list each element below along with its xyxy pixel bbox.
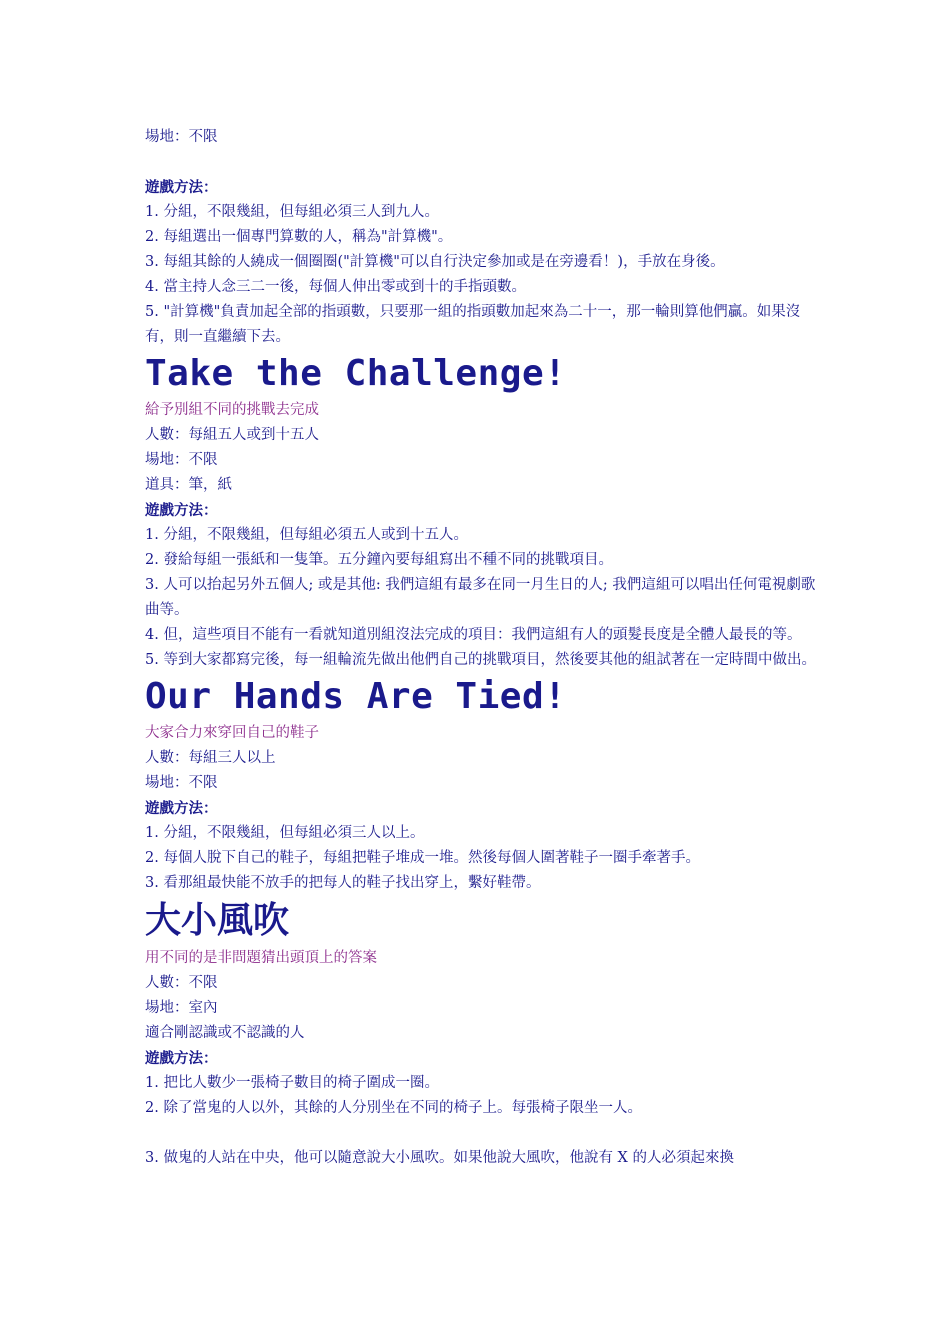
hands-step-2: 2. 每個人脫下自己的鞋子，每組把鞋子堆成一堆。然後每個人圍著鞋子一圈手牽著手。 bbox=[145, 850, 700, 866]
spacer bbox=[145, 1121, 825, 1146]
wind-step-2: 2. 除了當鬼的人以外，其餘的人分別坐在不同的椅子上。每張椅子限坐一人。 bbox=[145, 1100, 642, 1116]
challenge-title: Take the Challenge! bbox=[145, 353, 567, 394]
intro-step-3: 3. 每組其餘的人繞成一個圈圈("計算機"可以自行決定參加或是在旁邊看！)，手放在身後。 bbox=[145, 254, 725, 270]
hands-title: Our Hands Are Tied! bbox=[145, 676, 567, 717]
challenge-subtitle: 給予別組不同的挑戰去完成 bbox=[145, 402, 319, 418]
wind-venue: 場地：室內 bbox=[145, 1000, 218, 1016]
challenge-step-2: 2. 發給每組一張紙和一隻筆。五分鐘內要每組寫出不種不同的挑戰項目。 bbox=[145, 552, 613, 568]
wind-method-label: 遊戲方法： bbox=[145, 1050, 218, 1067]
wind-step-3: 3. 做鬼的人站在中央，他可以隨意說大小風吹。如果他說大風吹，他說有 X 的人必須起來換 bbox=[145, 1150, 734, 1166]
hands-people: 人數：每組三人以上 bbox=[145, 750, 276, 766]
intro-step-4: 4. 當主持人念三二一後，每個人伸出零或到十的手指頭數。 bbox=[145, 279, 526, 295]
wind-title: 大小風吹 bbox=[145, 900, 290, 941]
intro-step-5: 5. "計算機"負責加起全部的指頭數，只要那一組的指頭數加起來為二十一，那一輪則算他們贏。如果沒有，則一直繼續下去。 bbox=[145, 304, 801, 345]
spacer bbox=[145, 150, 825, 175]
wind-step-1: 1. 把比人數少一張椅子數目的椅子圍成一圈。 bbox=[145, 1075, 439, 1091]
challenge-venue: 場地：不限 bbox=[145, 452, 218, 468]
challenge-people: 人數：每組五人或到十五人 bbox=[145, 427, 319, 443]
wind-note: 適合剛認識或不認識的人 bbox=[145, 1025, 305, 1041]
challenge-props: 道具：筆，紙 bbox=[145, 477, 232, 493]
document-page bbox=[145, 125, 825, 1171]
hands-step-1: 1. 分組，不限幾組，但每組必須三人以上。 bbox=[145, 825, 425, 841]
challenge-step-3: 3. 人可以抬起另外五個人; 或是其他: 我們這組有最多在同一月生日的人; 我們這組可以唱出任何電視劇歌曲等。 bbox=[145, 577, 816, 618]
hands-step-3: 3. 看那組最快能不放手的把每人的鞋子找出穿上，繫好鞋帶。 bbox=[145, 875, 541, 891]
intro-step-2: 2. 每組選出一個專門算數的人，稱為"計算機"。 bbox=[145, 229, 453, 245]
wind-people: 人數：不限 bbox=[145, 975, 218, 991]
wind-subtitle: 用不同的是非問題猜出頭頂上的答案 bbox=[145, 950, 377, 966]
intro-step-1: 1. 分組，不限幾組，但每組必須三人到九人。 bbox=[145, 204, 439, 220]
challenge-method-label: 遊戲方法： bbox=[145, 502, 218, 519]
hands-venue: 場地：不限 bbox=[145, 775, 218, 791]
intro-method-label: 遊戲方法： bbox=[145, 179, 218, 196]
challenge-step-5: 5. 等到大家都寫完後，每一組輪流先做出他們自己的挑戰項目，然後要其他的組試著在一定時間中做出。 bbox=[145, 652, 816, 668]
challenge-step-1: 1. 分組，不限幾組，但每組必須五人或到十五人。 bbox=[145, 527, 468, 543]
intro-venue: 場地：不限 bbox=[145, 129, 218, 145]
hands-method-label: 遊戲方法： bbox=[145, 800, 218, 817]
challenge-step-4: 4. 但，這些項目不能有一看就知道別組沒法完成的項目：我們這組有人的頭髮長度是全體人最長的等。 bbox=[145, 627, 802, 643]
hands-subtitle: 大家合力來穿回自己的鞋子 bbox=[145, 725, 319, 741]
